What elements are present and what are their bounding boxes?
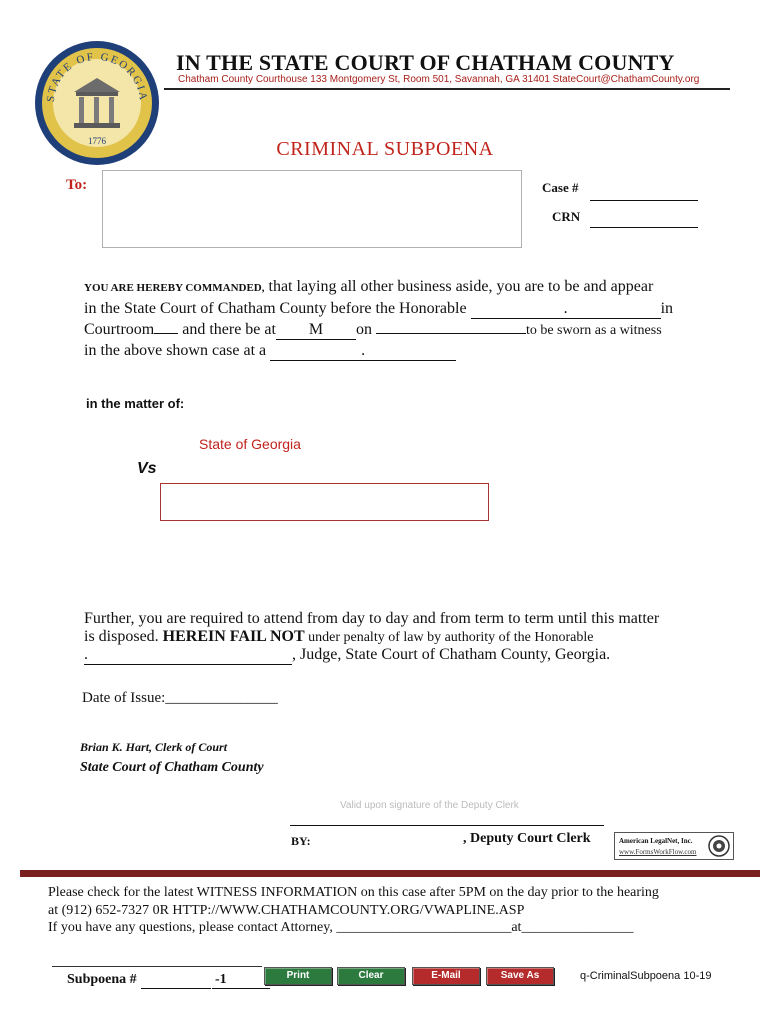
- court-address: Chatham County Courthouse 133 Montgomery St, Room 501, Savannah, GA 31401 StateCourt@ChathamCounty.org: [178, 74, 700, 85]
- vendor-url[interactable]: www.FormsWorkFlow.com: [619, 848, 697, 856]
- date-of-issue: Date of Issue:_______________: [82, 690, 278, 706]
- case-number-label: Case #: [542, 180, 579, 195]
- versus-label: Vs: [137, 460, 157, 477]
- plaintiff-name: State of Georgia: [199, 436, 301, 452]
- fail-not-text: HEREIN FAIL NOT: [162, 628, 305, 645]
- crn-field[interactable]: [590, 227, 698, 228]
- crn-label: CRN: [552, 209, 581, 224]
- by-label: BY:: [291, 834, 311, 848]
- judge-name-field[interactable]: .: [471, 300, 661, 319]
- form-title: CRIMINAL SUBPOENA: [276, 138, 494, 160]
- save-as-button[interactable]: Save As: [486, 967, 554, 985]
- print-button[interactable]: Print: [264, 967, 332, 985]
- command-line-4: in the above shown case at a .: [84, 342, 456, 361]
- command-line-2: in the State Court of Chatham County before the Honorable . in: [84, 300, 674, 317]
- matter-label: in the matter of:: [86, 396, 185, 411]
- defendant-field[interactable]: [160, 483, 489, 521]
- page-number: -1: [215, 972, 227, 987]
- notice-line-3: If you have any questions, please contact Attorney, _________________________at________________: [48, 920, 634, 935]
- to-label: To:: [66, 177, 88, 193]
- clear-button[interactable]: Clear: [337, 967, 405, 985]
- vendor-name: American LegalNet, Inc.: [619, 837, 693, 845]
- email-button[interactable]: E-Mail: [412, 967, 480, 985]
- location-field[interactable]: .: [270, 342, 456, 361]
- deputy-clerk-label: , Deputy Court Clerk: [463, 831, 591, 846]
- courtroom-field[interactable]: [154, 333, 178, 334]
- vendor-badge[interactable]: [614, 832, 734, 860]
- seal-year: 1776: [88, 136, 106, 146]
- command-lead: YOU ARE HEREBY COMMANDED,: [84, 282, 265, 294]
- form-id: q-CriminalSubpoena 10-19: [580, 970, 712, 982]
- header-divider: [164, 88, 730, 90]
- vendor-logo-icon: [708, 835, 730, 857]
- seal-text: STATE OF GEORGIA: [44, 50, 150, 103]
- authority-judge-field[interactable]: .: [84, 646, 292, 665]
- signature-line[interactable]: [290, 825, 604, 826]
- footer-divider: [52, 966, 262, 967]
- clerk-court: State Court of Chatham County: [80, 760, 264, 775]
- further-line-2: is disposed. HEREIN FAIL NOT under penalty of law by authority of the Honorable: [84, 628, 594, 645]
- court-title: IN THE STATE COURT OF CHATHAM COUNTY: [176, 50, 675, 75]
- further-line-3: . , Judge, State Court of Chatham County, Georgia.: [84, 646, 611, 663]
- command-line-3: Courtroom and there be at M on to be sworn as a witness: [84, 321, 662, 338]
- clerk-name: Brian K. Hart, Clerk of Court: [80, 740, 228, 754]
- notice-line-1: Please check for the latest WITNESS INFORMATION on this case after 5PM on the day prior to the hearing: [48, 885, 659, 900]
- date-field[interactable]: [376, 333, 526, 334]
- signature-note: Valid upon signature of the Deputy Clerk: [340, 800, 519, 811]
- further-line-1: Further, you are required to attend from day to day and from term to term until this matter: [84, 610, 660, 627]
- subpoena-number-field[interactable]: [141, 988, 211, 989]
- section-divider: [20, 870, 760, 877]
- command-line-1: YOU ARE HEREBY COMMANDED, that laying all other business aside, you are to be and appear: [84, 278, 654, 295]
- subpoena-number-label: Subpoena #: [67, 972, 137, 987]
- recipient-field[interactable]: [102, 170, 522, 248]
- page-underline: [212, 988, 270, 989]
- time-field[interactable]: M: [276, 321, 356, 340]
- case-number-field[interactable]: [590, 200, 698, 201]
- notice-line-2: at (912) 652-7327 0R HTTP://WWW.CHATHAMCOUNTY.ORG/VWAPLINE.ASP: [48, 903, 525, 918]
